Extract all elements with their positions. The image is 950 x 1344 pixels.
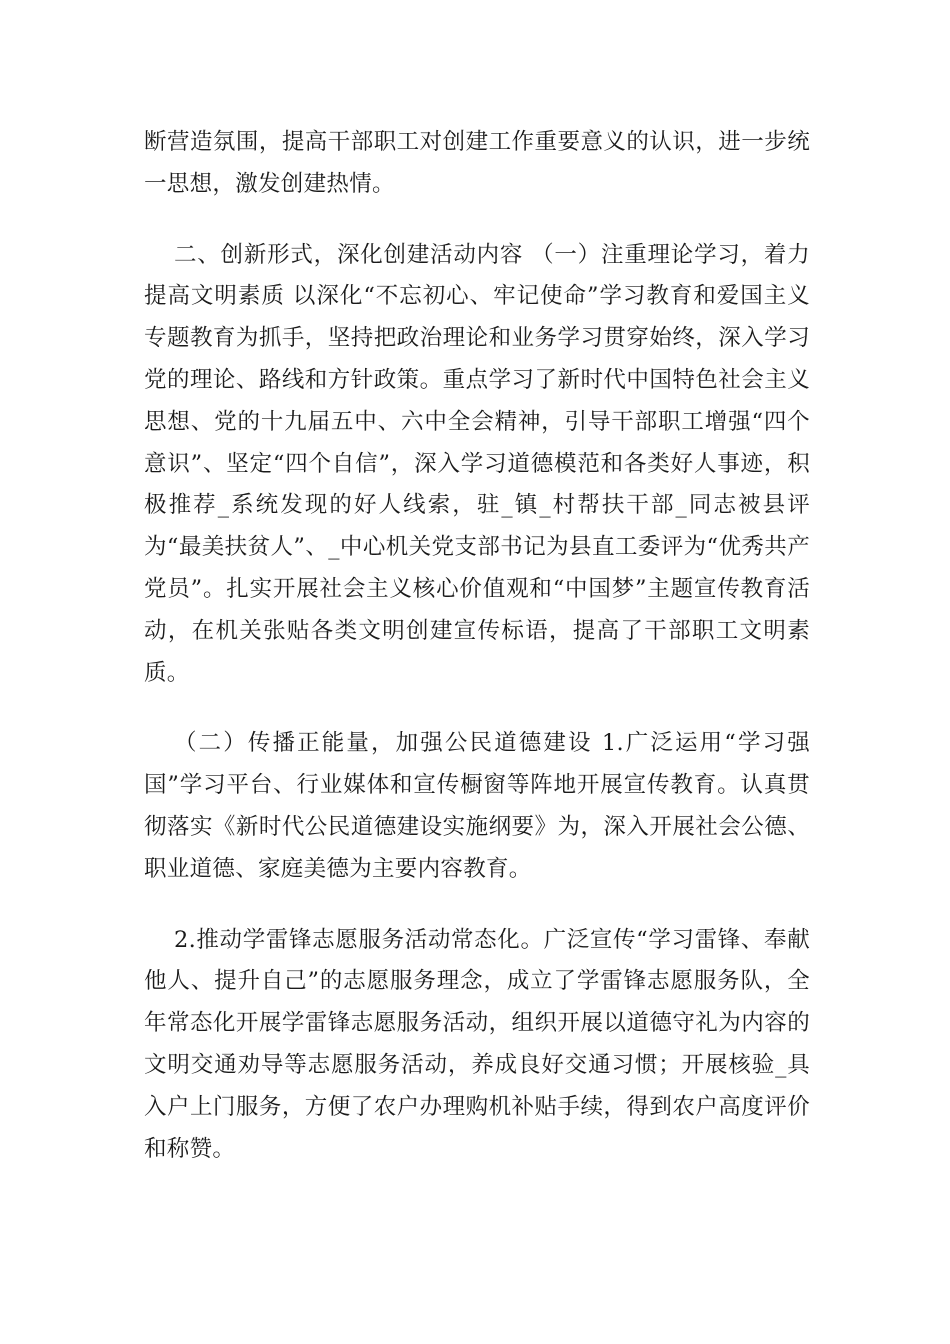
paragraph-continuation: 断营造氛围，提高干部职工对创建工作重要意义的认识，进一步统一思想，激发创建热情。 [144, 129, 810, 197]
paragraph-subsection-two: （二）传播正能量，加强公民道德建设 1.广泛运用“学习强国”学习平台、行业媒体和宣传橱窗等阵地开展宣传教育。认真贯彻落实《新时代公民道德建设实施纲要》为，深入开展社会公德、职业道德、家庭美德为主要内容教育。 [144, 730, 810, 882]
paragraph-section-two: 二、创新形式，深化创建活动内容 （一）注重理论学习，着力提高文明素质 以深化“不忘初心、牢记使命”学习教育和爱国主义专题教育为抓手，坚持把政治理论和业务学习贯穿始终，深入学习党的理论、路线和方针政策。重点学习了新时代中国特色社会主义思想、党的十九届五中、六中全会精神，引导干部职工增强“四个意识”、坚定“四个自信”，深入学习道德模范和各类好人事迹，积极推荐_系统发现的好人线索，驻_镇_村帮扶干部_同志被县评为“最美扶贫人”、_中心机关党支部书记为县直工委评为“优秀共产党员”。扎实开展社会主义核心价值观和“中国梦”主题宣传教育活动，在机关张贴各类文明创建宣传标语，提高了干部职工文明素质。 [144, 241, 810, 686]
paragraph-item-two: 2.推动学雷锋志愿服务活动常态化。广泛宣传“学习雷锋、奉献他人、提升自己”的志愿服务理念，成立了学雷锋志愿服务队，全年常态化开展学雷锋志愿服务活动，组织开展以道德守礼为内容的文明交通劝导等志愿服务活动，养成良好交通习惯；开展核验_具入户上门服务，方便了农户办理购机补贴手续，得到农户高度评价和称赞。 [144, 926, 810, 1162]
document-body [144, 122, 810, 1170]
